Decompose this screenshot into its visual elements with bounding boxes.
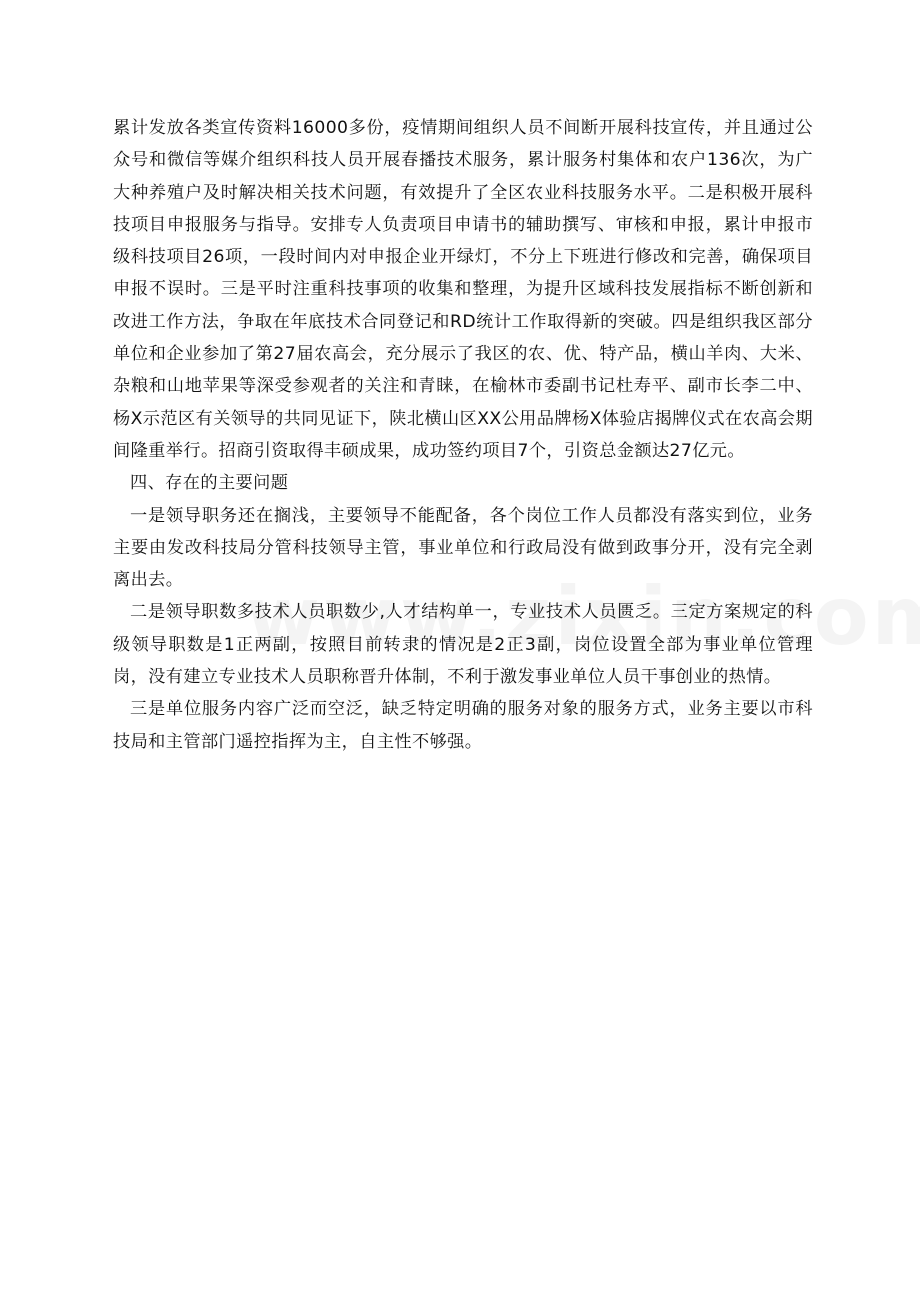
problem-paragraph-1: 一是领导职务还在搁浅，主要领导不能配备，各个岗位工作人员都没有落实到位，业务主要由发改科技局分管科技领导主管，事业单位和行政局没有做到政事分开，没有完全剥离出去。 — [113, 505, 813, 591]
document-page — [113, 112, 813, 758]
continuation-paragraph: 累计发放各类宣传资料16000多份，疫情期间组织人员不间断开展科技宣传，并且通过公众号和微信等媒介组织科技人员开展春播技术服务，累计服务村集体和农户136次，为广大种养殖户及时解决相关技术问题，有效提升了全区农业科技服务水平。二是积极开展科技项目申报服务与指导。安排专人负责项目申请书的辅助撰写、审核和申报，累计申报市级科技项目26项，一段时间内对申报企业开绿灯，不分上下班进行修改和完善，确保项目申报不误时。三是平时注重科技事项的收集和整理，为提升区域科技发展指标不断创新和改进工作方法，争取在年底技术合同登记和RD统计工作取得新的突破。四是组织我区部分单位和企业参加了第27届农高会，充分展示了我区的农、优、特产品，横山羊肉、大米、杂粮和山地苹果等深受参观者的关注和青睐，在榆林市委副书记杜寿平、副市长李二中、杨X示范区有关领导的共同见证下，陕北横山区XX公用品牌杨X体验店揭牌仪式在农高会期间隆重举行。招商引资取得丰硕成果，成功签约项目7个，引资总金额达27亿元。 — [113, 118, 813, 461]
problem-paragraph-3: 三是单位服务内容广泛而空泛，缺乏特定明确的服务对象的服务方式，业务主要以市科技局和主管部门遥控指挥为主，自主性不够强。 — [113, 699, 813, 752]
section-heading: 四、存在的主要问题 — [130, 473, 289, 494]
problem-paragraph-2: 二是领导职数多技术人员职数少,人才结构单一，专业技术人员匮乏。三定方案规定的科级领导职数是1正两副，按照目前转隶的情况是2正3副，岗位设置全部为事业单位管理岗，没有建立专业技术人员职称晋升体制，不利于激发事业单位人员干事创业的热情。 — [113, 602, 813, 688]
